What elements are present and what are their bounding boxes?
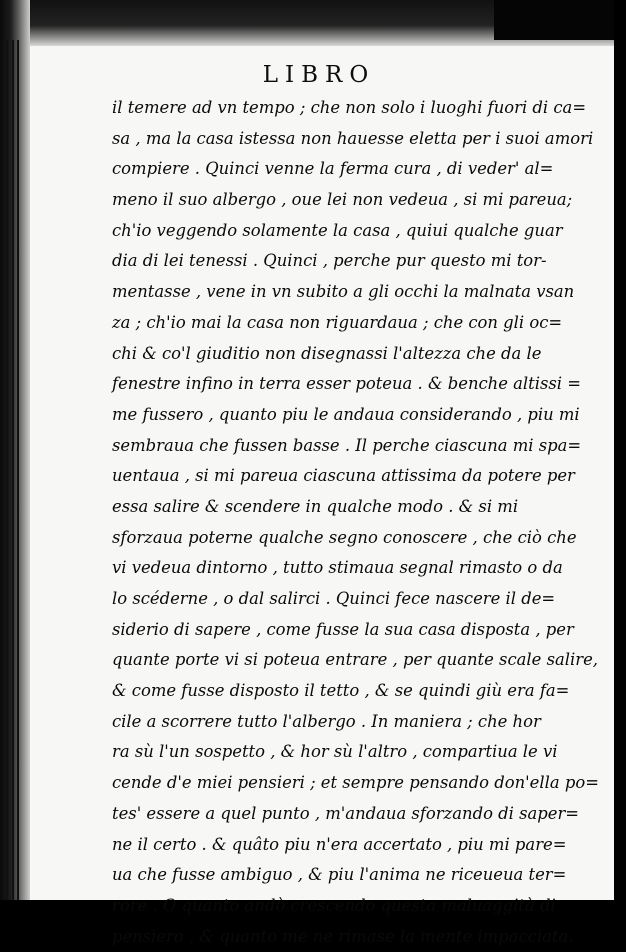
text-line: cile a scorrere tutto l'albergo . In maniera ; che hor [112,711,541,731]
text-line: dia di lei tenessi . Quinci , perche pur questo mi tor- [112,251,547,271]
text-line: pensiero , & quanto me ne rimase la mente impacciata. [112,926,574,946]
text-line: chi & co'l giuditio non disegnassi l'altezza che da le [112,343,542,363]
text-line: vi vedeua dintorno , tutto stimaua segnal rimasto o da [112,558,563,578]
page-corner-shadow [494,0,614,40]
text-line: quante porte vi si poteua entrare , per quante scale salire, [112,650,598,670]
text-line: siderio di sapere , come fusse la sua casa disposta , per [112,619,574,639]
text-line: za ; ch'io mai la casa non riguardaua ; che con gli oc= [112,312,563,332]
text-line: essa salire & scendere in qualche modo . & si mi [112,496,519,516]
text-line: compiere . Quinci venne la ferma cura , di veder' al= [112,159,554,179]
text-line: mentasse , vene in vn subito a gli occhi la malnata vsan [112,282,575,302]
gutter-line [12,40,14,900]
text-line: ua che fusse ambiguo , & piu l'anima ne riceueua ter= [112,865,567,885]
text-line: meno il suo albergo , oue lei non vedeua , si mi pareua; [112,190,573,210]
text-line: lo scéderne , o dal salirci . Quinci fece nascere il de= [112,589,556,608]
text-line: sforzaua poterne qualche segno conoscere , che ciò che [112,527,577,547]
text-line: uentaua , si mi pareua ciascuna attissima da potere per [112,466,575,486]
text-line: sa , ma la casa istessa non hauesse eletta per i suoi amori [112,128,594,148]
text-line: & come fusse disposto il tetto , & se quindi giù era fa= [112,681,570,701]
text-line: il temere ad vn tempo ; che non solo i luoghi fuori di ca= [112,98,587,117]
running-head: LIBRO [262,62,376,88]
gutter-line [17,40,19,900]
text-line: ra sù l'un sospetto , & hor sù l'altro , compartiua le vi [112,742,558,762]
text-line: fenestre infino in terra esser poteua . & benche altissi = [112,374,581,394]
gutter-line [6,40,8,900]
text-line: rore . O quanto andò crescendo questa maluaggità di [112,895,556,915]
text-line: me fussero , quanto piu le andaua considerando , piu mi [112,404,580,424]
text-line: cende d'e miei pensieri ; et sempre pensando don'ella po= [112,773,599,793]
text-line: tes' essere a quel punto , m'andaua sforzando di saper= [112,803,580,823]
text-line: ch'io veggendo solamente la casa , quiui qualche guar [112,220,563,240]
text-line: ne il certo . & quâto piu n'era accertato , piu mi pare= [112,834,567,854]
text-line: sembraua che fussen basse . Il perche ciascuna mi spa= [112,435,582,455]
binding-gutter [0,0,30,900]
body-text [112,93,598,952]
